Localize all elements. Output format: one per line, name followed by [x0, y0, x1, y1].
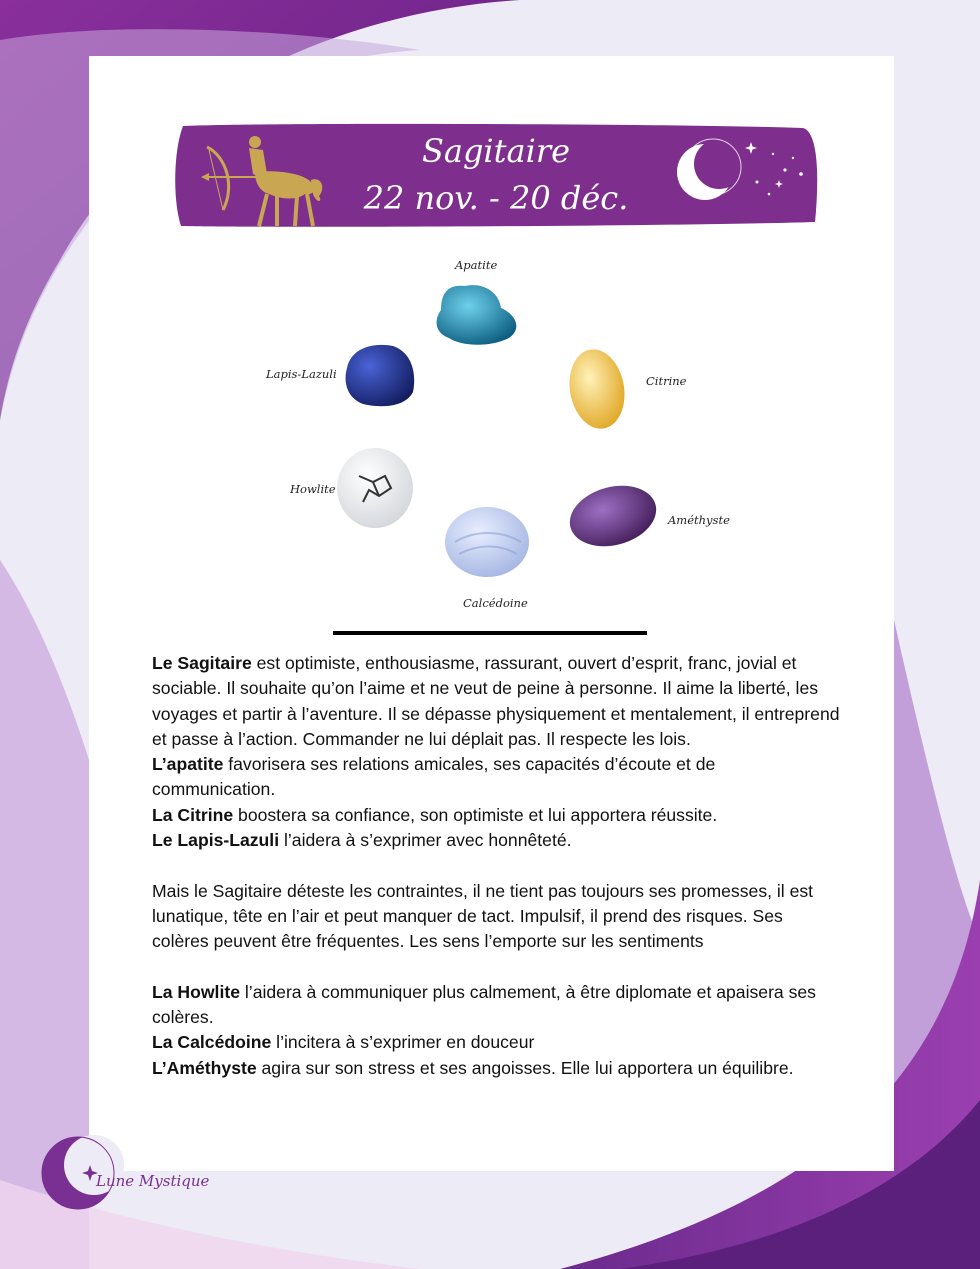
stone-label-howlite: Howlite — [290, 482, 336, 496]
stone-label-lapis-lazuli: Lapis-Lazuli — [266, 367, 337, 381]
paragraph-calcedoine: La Calcédoine l’incitera à s’exprimer en douceur — [152, 1032, 535, 1053]
banner-title: Sagitaire — [421, 132, 571, 170]
paragraph-amethyste: L’Améthyste agira sur son stress et ses angoisses. Elle lui apportera un équilibre. — [152, 1057, 794, 1078]
paragraph-citrine: La Citrine boostera sa confiance, son optimiste et lui apportera réussite. — [152, 804, 718, 825]
stone-label-citrine: Citrine — [646, 374, 687, 388]
stone-apatite — [437, 285, 517, 345]
description-text — [152, 651, 842, 1081]
section-divider — [333, 631, 647, 635]
stone-lapis — [346, 345, 415, 406]
logo-text: Lune Mystique — [96, 1172, 210, 1190]
stone-amethyst — [563, 477, 663, 556]
content-card — [89, 56, 894, 1171]
paragraph-lapis: Le Lapis-Lazuli l’aidera à s’exprimer avec honnêteté. — [152, 830, 572, 851]
stone-label-apatite: Apatite — [455, 258, 498, 272]
paragraph-apatite: L’apatite favorisera ses relations amicales, ses capacités d’écoute et de communication. — [152, 754, 716, 800]
stones-wheel — [89, 56, 894, 656]
stone-calcedoine — [445, 507, 529, 577]
paragraph-flaws: Mais le Sagitaire déteste les contraintes, il ne tient pas toujours ses promesses, il est lunatique, tête en l’air et peut manquer de tact. Impulsif, il prend des risques. Ses colères peuvent être fréquentes. Les sens l’emporte sur les sentiments — [152, 880, 814, 952]
paragraph-intro: Le Sagitaire est optimiste, enthousiasme, rassurant, ouvert d’esprit, franc, jovial et sociable. Il souhaite qu’on l’aime et ne veut de peine à personne. Il aime la liberté, les voyages et partir à l’aventure. Il se dépasse physiquement et mentalement, il entreprend et passe à l’action. Commander ne lui déplait pas. Il respecte les lois. — [152, 653, 840, 749]
stone-citrine — [563, 345, 630, 433]
banner-dates: 22 nov. - 20 déc. — [363, 179, 629, 217]
paragraph-howlite: La Howlite l’aidera à communiquer plus calmement, à être diplomate et apaisera ses colères. — [152, 981, 816, 1028]
stone-label-calcedoine: Calcédoine — [463, 596, 528, 610]
stone-label-amethyste: Améthyste — [668, 513, 730, 527]
